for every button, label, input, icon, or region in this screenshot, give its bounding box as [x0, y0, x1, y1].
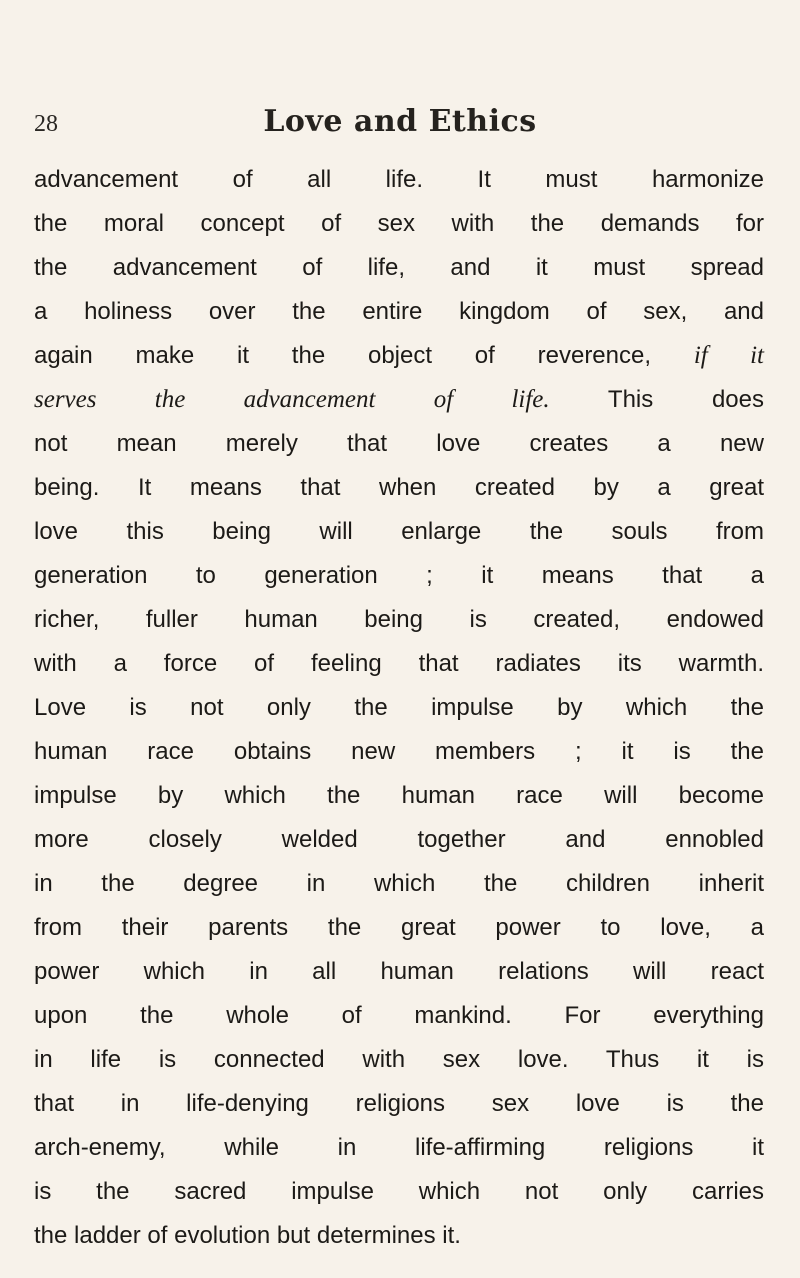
- italic-phrase: serves the advancement of life.: [34, 386, 550, 413]
- text-line: is the sacred impulse which not only carries: [34, 1178, 764, 1205]
- text-segment: again make it the object of reverence,: [34, 342, 652, 369]
- text-line: the advancement of life, and it must spread: [34, 254, 764, 281]
- text-line: with a force of feeling that radiates its warmth.: [34, 650, 764, 677]
- text-line: the moral concept of sex with the demands for: [34, 210, 764, 237]
- text-line: power which in all human relations will react: [34, 958, 764, 985]
- text-line: in the degree in which the children inherit: [34, 870, 764, 897]
- text-line: Love is not only the impulse by which the: [34, 694, 764, 721]
- text-line: that in life-denying religions sex love is the: [34, 1090, 764, 1117]
- text-line: human race obtains new members ; it is the: [34, 738, 764, 765]
- text-line: impulse by which the human race will become: [34, 782, 764, 809]
- text-line: in life is connected with sex love. Thus it is: [34, 1046, 764, 1073]
- text-line: the ladder of evolution but determines it.: [34, 1222, 461, 1249]
- text-line: from their parents the great power to love, a: [34, 914, 764, 941]
- text-line: love this being will enlarge the souls from: [34, 518, 764, 545]
- text-line: a holiness over the entire kingdom of sex, and: [34, 298, 764, 325]
- text-line: being. It means that when created by a great: [34, 474, 764, 501]
- page-number: 28: [34, 111, 58, 137]
- italic-phrase: if it: [693, 342, 764, 369]
- text-line: [34, 378, 764, 422]
- text-line: generation to generation ; it means that a: [34, 562, 764, 589]
- text-segment: This does: [607, 386, 764, 413]
- text-line: not mean merely that love creates a new: [34, 430, 764, 457]
- text-line: upon the whole of mankind. For everything: [34, 1002, 764, 1029]
- text-line: advancement of all life. It must harmonize: [34, 166, 764, 193]
- running-title: Love and Ethics: [263, 104, 537, 139]
- text-line: [34, 334, 764, 378]
- text-line: arch-enemy, while in life-affirming religions it: [34, 1134, 764, 1161]
- text-line: more closely welded together and ennobled: [34, 826, 764, 853]
- body-paragraph: [34, 158, 764, 1258]
- text-line: richer, fuller human being is created, endowed: [34, 606, 764, 633]
